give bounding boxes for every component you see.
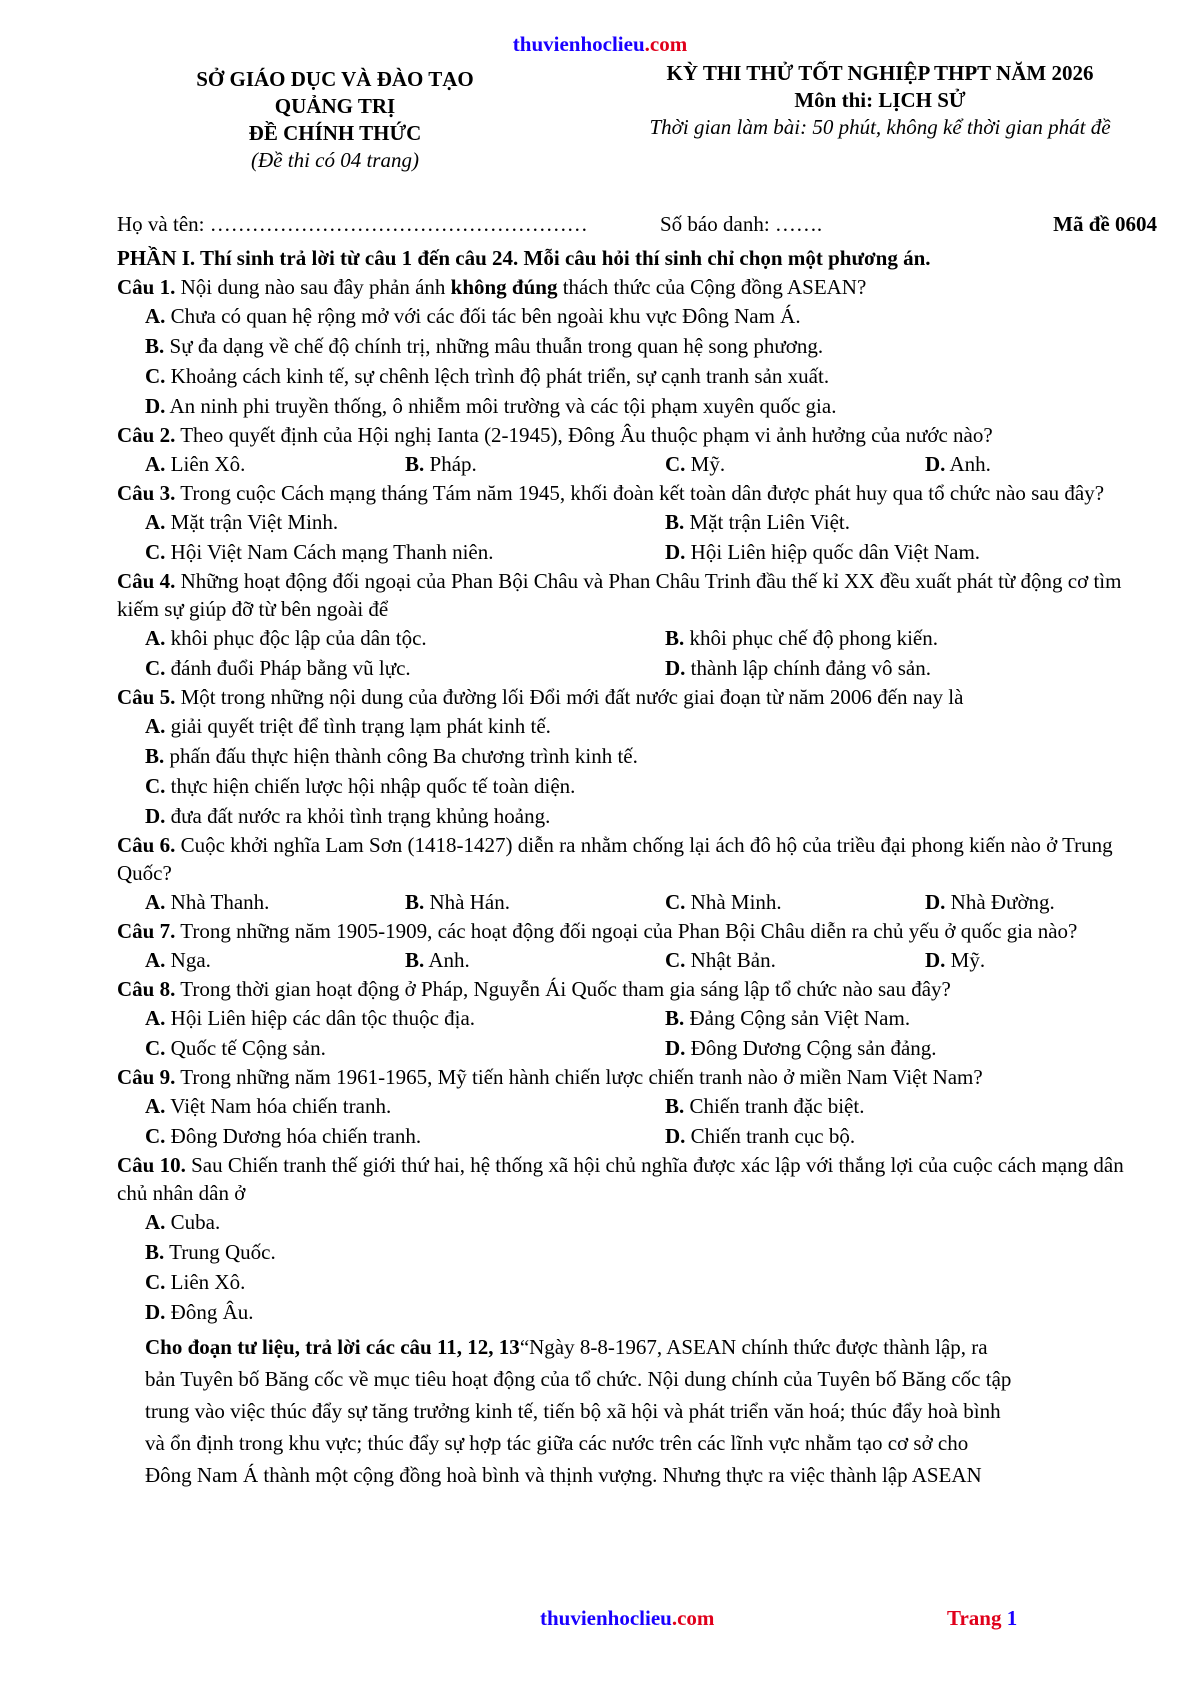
option-letter: B. (145, 1240, 165, 1264)
option-letter: D. (665, 1124, 686, 1148)
question-text: Nội dung nào sau đây phản ánh (175, 275, 451, 299)
q9-option-a (145, 1091, 665, 1121)
q3-options-ab (117, 507, 1157, 537)
q2-option-a (145, 449, 405, 479)
option-letter: A. (145, 304, 166, 328)
option-letter: A. (145, 452, 166, 476)
exam-content (117, 243, 1157, 1491)
passage-text: “Ngày 8-8-1967, ASEAN chính thức được thành lập, ra (519, 1335, 988, 1359)
passage-intro: Cho đoạn tư liệu, trả lời các câu 11, 12, 13 (145, 1335, 520, 1359)
option-text: Đảng Cộng sản Việt Nam. (689, 1006, 911, 1030)
question-text: Trong thời gian hoạt động ở Pháp, Nguyễn Ái Quốc tham gia sáng lập tổ chức nào sau đây? (175, 977, 951, 1001)
official-label: ĐỀ CHÍNH THỨC (248, 121, 422, 145)
question-label: Câu 9. (117, 1065, 176, 1089)
source-passage (117, 1331, 1157, 1491)
q8-option-d (665, 1033, 1185, 1063)
option-letter: B. (145, 744, 165, 768)
option-letter: A. (145, 1210, 166, 1234)
q7-option-d (925, 945, 1185, 975)
q9-option-c (145, 1121, 665, 1151)
option-text: Đông Dương hóa chiến tranh. (170, 1124, 422, 1148)
q4-options-ab (117, 623, 1157, 653)
option-letter: C. (665, 948, 686, 972)
option-text: Mặt trận Việt Minh. (170, 510, 339, 534)
passage-line-4: và ổn định trong khu vực; thúc đẩy sự hợp tác giữa các nước trên các lĩnh vực nhằm tạo cơ sở cho (145, 1431, 969, 1455)
q4-option-d (665, 653, 1185, 683)
candidate-info (117, 212, 1157, 240)
option-letter: B. (665, 510, 685, 534)
passage-line-2: bản Tuyên bố Băng cốc về mục tiêu hoạt động của tổ chức. Nội dung chính của Tuyên bố Băng cốc tập (145, 1367, 1012, 1391)
option-letter: C. (145, 656, 166, 680)
q2-options (117, 449, 1157, 479)
option-letter: A. (145, 890, 166, 914)
department-name: SỞ GIÁO DỤC VÀ ĐÀO TẠO (196, 67, 474, 91)
watermark-top-domain: .com (644, 32, 688, 56)
question-label: Câu 10. (117, 1153, 186, 1177)
option-text: Anh. (949, 452, 991, 476)
option-letter: D. (145, 1300, 166, 1324)
q9-options-cd (117, 1121, 1157, 1151)
q6-options (117, 887, 1157, 917)
question-text: Những hoạt động đối ngoại của Phan Bội Châu và Phan Châu Trinh đầu thế kỉ XX đều xuất phát từ động cơ tìm kiếm sự giúp đỡ từ bên ngoài để (117, 569, 1122, 621)
passage-line-5: Đông Nam Á thành một cộng đồng hoà bình và thịnh vượng. Nhưng thực ra việc thành lập ASEAN (145, 1463, 982, 1487)
option-text: thực hiện chiến lược hội nhập quốc tế toàn diện. (170, 774, 576, 798)
q3-option-b (665, 507, 1185, 537)
option-text: Nhà Thanh. (170, 890, 270, 914)
option-text: khôi phục chế độ phong kiến. (689, 626, 938, 650)
option-letter: C. (145, 364, 166, 388)
watermark-bottom-name: thuvienhoclieu (540, 1606, 672, 1630)
q10-option-b (117, 1237, 1157, 1267)
option-letter: D. (665, 1036, 686, 1060)
question-4 (117, 567, 1157, 623)
option-text: phấn đấu thực hiện thành công Ba chương trình kinh tế. (169, 744, 638, 768)
province-name: QUẢNG TRỊ (274, 94, 396, 118)
q3-options-cd (117, 537, 1157, 567)
question-text: Theo quyết định của Hội nghị Ianta (2-1945), Đông Âu thuộc phạm vi ảnh hưởng của nước nào? (175, 423, 993, 447)
q8-options-ab (117, 1003, 1157, 1033)
option-text: Hội Việt Nam Cách mạng Thanh niên. (170, 540, 494, 564)
question-label: Câu 3. (117, 481, 176, 505)
option-letter: D. (665, 656, 686, 680)
q8-options-cd (117, 1033, 1157, 1063)
option-text: giải quyết triệt để tình trạng lạm phát kinh tế. (170, 714, 551, 738)
q1-option-a (117, 301, 1157, 331)
q6-option-a (145, 887, 405, 917)
option-letter: B. (665, 1006, 685, 1030)
page-number (947, 1606, 1017, 1631)
header-left (150, 66, 520, 174)
q10-option-d (117, 1297, 1157, 1327)
option-text: Liên Xô. (170, 452, 246, 476)
option-letter: D. (665, 540, 686, 564)
option-letter: B. (405, 948, 425, 972)
q8-option-b (665, 1003, 1185, 1033)
q9-option-d (665, 1121, 1185, 1151)
question-text: Cuộc khởi nghĩa Lam Sơn (1418-1427) diễn ra nhằm chống lại ách đô hộ của triều đại phong kiến nào ở Trung Quốc? (117, 833, 1113, 885)
option-text: Đông Dương Cộng sản đảng. (690, 1036, 937, 1060)
option-text: Nga. (170, 948, 211, 972)
option-text: Sự đa dạng về chế độ chính trị, những mâu thuẫn trong quan hệ song phương. (169, 334, 824, 358)
header-right (590, 60, 1170, 141)
question-label: Câu 8. (117, 977, 176, 1001)
option-text: Chưa có quan hệ rộng mở với các đối tác bên ngoài khu vực Đông Nam Á. (170, 304, 801, 328)
option-text: Khoảng cách kinh tế, sự chênh lệch trình độ phát triển, sự cạnh tranh sản xuất. (170, 364, 830, 388)
q6-option-d (925, 887, 1185, 917)
option-text: Anh. (428, 948, 470, 972)
option-letter: A. (145, 510, 166, 534)
option-text: Trung Quốc. (169, 1240, 276, 1264)
option-letter: B. (145, 334, 165, 358)
option-letter: C. (145, 1036, 166, 1060)
option-letter: A. (145, 948, 166, 972)
passage-line-1 (145, 1331, 1157, 1363)
q9-option-b (665, 1091, 1185, 1121)
option-text: Nhà Minh. (690, 890, 782, 914)
q4-option-b (665, 623, 1185, 653)
option-text: Đông Âu. (170, 1300, 254, 1324)
q8-option-c (145, 1033, 665, 1063)
time-note: Thời gian làm bài: 50 phút, không kể thời gian phát đề (649, 115, 1111, 139)
option-letter: B. (665, 1094, 685, 1118)
exam-title: KỲ THI THỬ TỐT NGHIỆP THPT NĂM 2026 (666, 61, 1094, 85)
q8-option-a (145, 1003, 665, 1033)
option-letter: B. (405, 452, 425, 476)
question-text: thách thức của Cộng đồng ASEAN? (557, 275, 867, 299)
question-text: Một trong những nội dung của đường lối Đổi mới đất nước giai đoạn từ năm 2006 đến nay là (175, 685, 964, 709)
question-emphasis: không đúng (450, 275, 558, 299)
q10-option-a (117, 1207, 1157, 1237)
watermark-top-name: thuvienhoclieu (512, 32, 645, 56)
subject-label: Môn thi: LỊCH SỬ (794, 88, 966, 112)
watermark-bottom (540, 1606, 714, 1631)
q7-option-b (405, 945, 665, 975)
option-text: Quốc tế Cộng sản. (170, 1036, 326, 1060)
option-text: Pháp. (429, 452, 477, 476)
option-text: Hội Liên hiệp các dân tộc thuộc địa. (170, 1006, 476, 1030)
question-5 (117, 683, 1157, 711)
q10-option-c (117, 1267, 1157, 1297)
name-field: Họ và tên: ……………………………………………… (117, 212, 588, 236)
q3-option-a (145, 507, 665, 537)
exam-code: Mã đề 0604 (1053, 212, 1157, 236)
question-text: Trong những năm 1961-1965, Mỹ tiến hành chiến lược chiến tranh nào ở miền Nam Việt Nam? (175, 1065, 983, 1089)
option-text: thành lập chính đảng vô sản. (690, 656, 931, 680)
option-letter: D. (925, 890, 946, 914)
q3-option-c (145, 537, 665, 567)
q1-option-d (117, 391, 1157, 421)
q2-option-d (925, 449, 1185, 479)
question-6 (117, 831, 1157, 887)
option-letter: D. (145, 394, 166, 418)
question-2 (117, 421, 1157, 449)
option-text: Liên Xô. (170, 1270, 246, 1294)
option-letter: C. (145, 1270, 166, 1294)
question-label: Câu 2. (117, 423, 176, 447)
question-text: Trong những năm 1905-1909, các hoạt động đối ngoại của Phan Bội Châu diễn ra chủ yếu ở quốc gia nào? (175, 919, 1078, 943)
q7-options (117, 945, 1157, 975)
page-count-note: (Đề thi có 04 trang) (251, 148, 419, 172)
option-letter: A. (145, 714, 166, 738)
part-heading: PHẦN I. Thí sinh trả lời từ câu 1 đến câu 24. Mỗi câu hỏi thí sinh chỉ chọn một phương án. (117, 246, 931, 270)
option-text: Mỹ. (690, 452, 726, 476)
q4-option-c (145, 653, 665, 683)
option-text: Cuba. (170, 1210, 221, 1234)
option-text: Việt Nam hóa chiến tranh. (170, 1094, 392, 1118)
q6-option-b (405, 887, 665, 917)
option-text: Chiến tranh đặc biệt. (689, 1094, 865, 1118)
q3-option-d (665, 537, 1185, 567)
passage-line-3: trung vào việc thúc đẩy sự tăng trưởng kinh tế, tiến bộ xã hội và phát triển văn hoá; thúc đẩy hoà bình (145, 1399, 1001, 1423)
question-3 (117, 479, 1157, 507)
q2-option-b (405, 449, 665, 479)
option-letter: C. (145, 774, 166, 798)
option-letter: C. (665, 890, 686, 914)
watermark-bottom-domain: .com (671, 1606, 715, 1630)
option-text: Nhật Bản. (690, 948, 776, 972)
option-text: đánh đuổi Pháp bằng vũ lực. (170, 656, 411, 680)
option-text: khôi phục độc lập của dân tộc. (170, 626, 427, 650)
q1-option-b (117, 331, 1157, 361)
question-label: Câu 4. (117, 569, 176, 593)
option-text: Mặt trận Liên Việt. (689, 510, 850, 534)
page-label: Trang (947, 1606, 1002, 1630)
option-letter: D. (925, 948, 946, 972)
watermark-top (0, 32, 1200, 57)
option-text: Nhà Hán. (429, 890, 510, 914)
page-num: 1 (1006, 1606, 1018, 1630)
q5-option-a (117, 711, 1157, 741)
question-label: Câu 6. (117, 833, 176, 857)
option-letter: A. (145, 1006, 166, 1030)
question-10 (117, 1151, 1157, 1207)
option-text: Nhà Đường. (950, 890, 1055, 914)
question-label: Câu 5. (117, 685, 176, 709)
q1-option-c (117, 361, 1157, 391)
sbd-field: Số báo danh: ……. (660, 212, 823, 236)
q7-option-a (145, 945, 405, 975)
q7-option-c (665, 945, 925, 975)
q6-option-c (665, 887, 925, 917)
q5-option-b (117, 741, 1157, 771)
option-letter: B. (405, 890, 425, 914)
question-text: Trong cuộc Cách mạng tháng Tám năm 1945, khối đoàn kết toàn dân được phát huy qua tổ chức nào sau đây? (175, 481, 1105, 505)
q2-option-c (665, 449, 925, 479)
q4-options-cd (117, 653, 1157, 683)
question-7 (117, 917, 1157, 945)
question-1 (117, 273, 1157, 301)
q9-options-ab (117, 1091, 1157, 1121)
option-text: Chiến tranh cục bộ. (690, 1124, 856, 1148)
q5-option-d (117, 801, 1157, 831)
option-letter: A. (145, 626, 166, 650)
option-text: đưa đất nước ra khỏi tình trạng khủng hoảng. (170, 804, 551, 828)
option-letter: A. (145, 1094, 166, 1118)
question-8 (117, 975, 1157, 1003)
option-text: Mỹ. (950, 948, 986, 972)
option-text: Hội Liên hiệp quốc dân Việt Nam. (690, 540, 981, 564)
option-letter: C. (145, 1124, 166, 1148)
question-9 (117, 1063, 1157, 1091)
option-letter: D. (925, 452, 946, 476)
question-label: Câu 1. (117, 275, 176, 299)
question-label: Câu 7. (117, 919, 176, 943)
question-text: Sau Chiến tranh thế giới thứ hai, hệ thống xã hội chủ nghĩa được xác lập với thắng lợi của cuộc cách mạng dân chủ nhân dân ở (117, 1153, 1124, 1205)
option-letter: C. (145, 540, 166, 564)
option-letter: C. (665, 452, 686, 476)
option-letter: D. (145, 804, 166, 828)
option-text: An ninh phi truyền thống, ô nhiễm môi trường và các tội phạm xuyên quốc gia. (169, 394, 837, 418)
q4-option-a (145, 623, 665, 653)
q5-option-c (117, 771, 1157, 801)
option-letter: B. (665, 626, 685, 650)
